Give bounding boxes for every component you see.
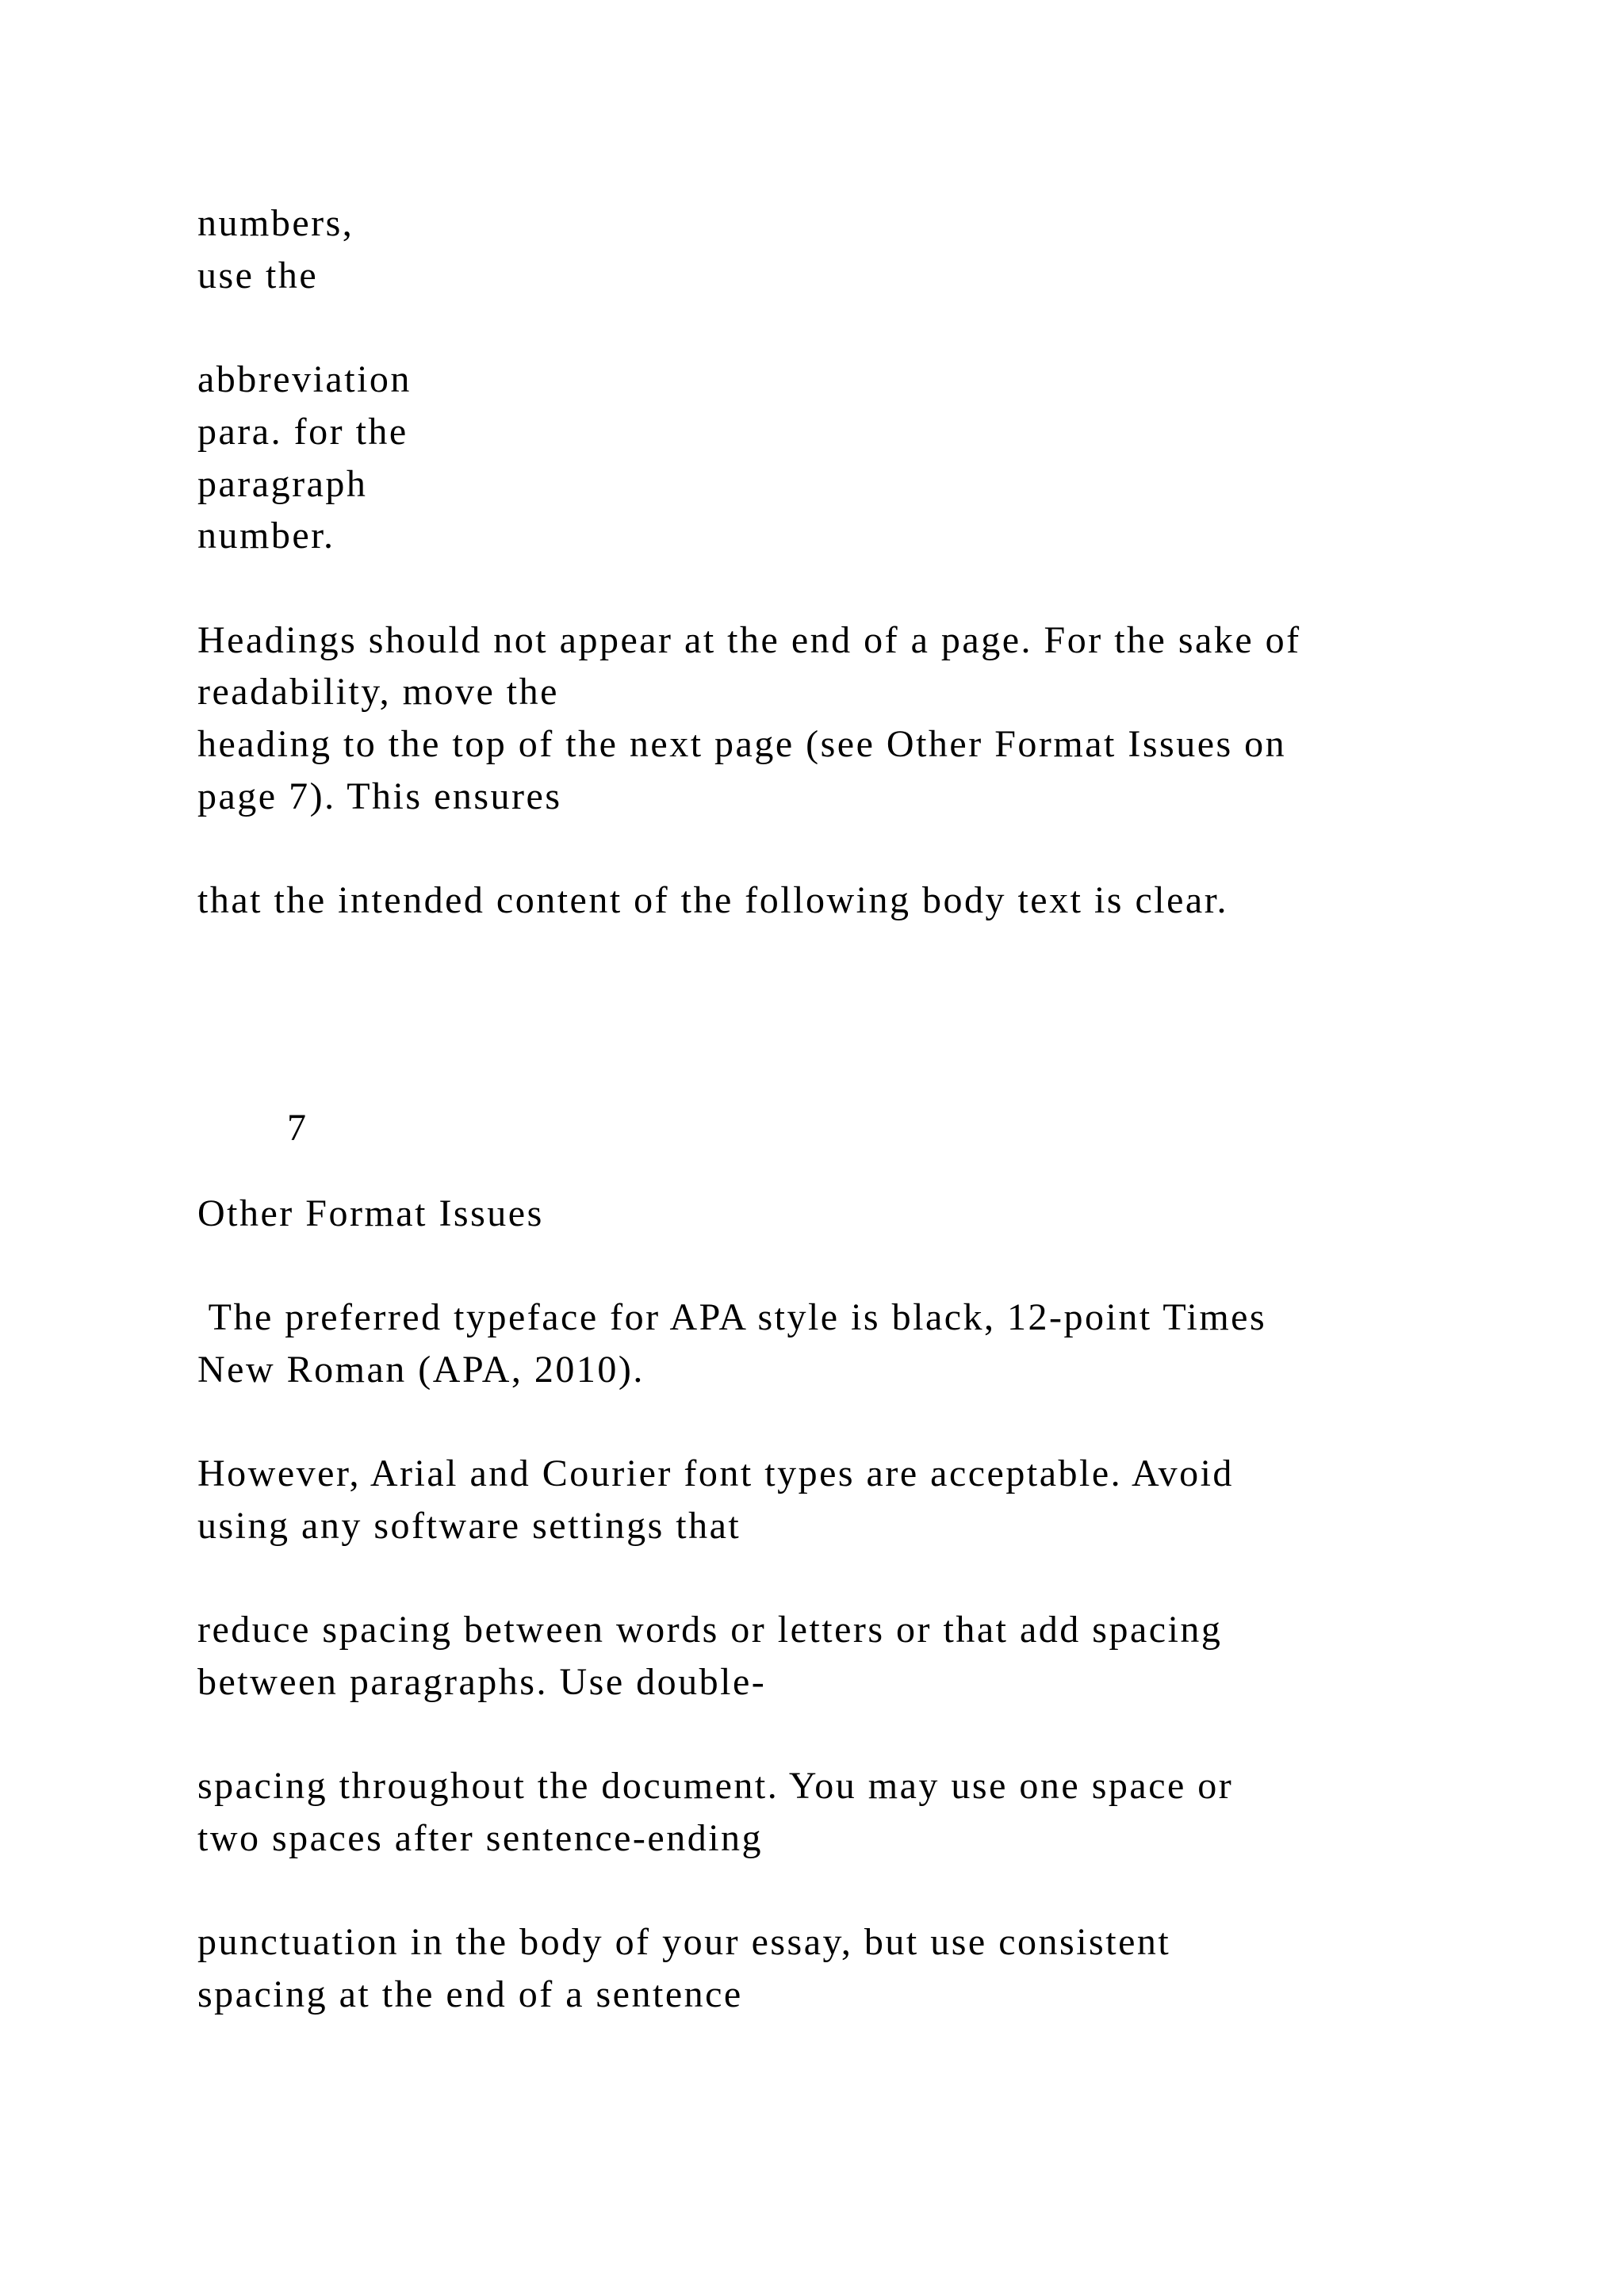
- text-line: spacing at the end of a sentence: [197, 1973, 743, 2015]
- text-line: However, Arial and Courier font types are acceptable. Avoid: [197, 1452, 1234, 1494]
- text-line: page 7). This ensures: [197, 775, 562, 817]
- text-line: using any software settings that: [197, 1505, 741, 1547]
- text-line: abbreviation: [197, 358, 412, 400]
- text-line: The preferred typeface for APA style is black, 12-point Times: [197, 1296, 1267, 1338]
- text-line: punctuation in the body of your essay, but use consistent: [197, 1921, 1171, 1963]
- text-line: New Roman (APA, 2010).: [197, 1349, 645, 1391]
- text-line: reduce spacing between words or letters or that add spacing: [197, 1609, 1223, 1651]
- text-line: spacing throughout the document. You may use one space or: [197, 1765, 1234, 1807]
- text-line: that the intended content of the following body text is clear.: [197, 879, 1229, 921]
- text-line: numbers,: [197, 202, 354, 244]
- text-line: number.: [197, 515, 335, 557]
- text-line: paragraph: [197, 463, 368, 505]
- text-line: Headings should not appear at the end of a page. For the sake of: [197, 619, 1301, 661]
- page-number: 7: [287, 1107, 306, 1149]
- text-line: use the: [197, 254, 319, 297]
- text-line: para. for the: [197, 411, 408, 453]
- text-line: between paragraphs. Use double-: [197, 1661, 767, 1703]
- text-line: heading to the top of the next page (see Other Format Issues on: [197, 723, 1287, 765]
- text-line: two spaces after sentence-ending: [197, 1817, 764, 1859]
- section-heading: Other Format Issues: [197, 1192, 544, 1234]
- text-line: readability, move the: [197, 671, 559, 713]
